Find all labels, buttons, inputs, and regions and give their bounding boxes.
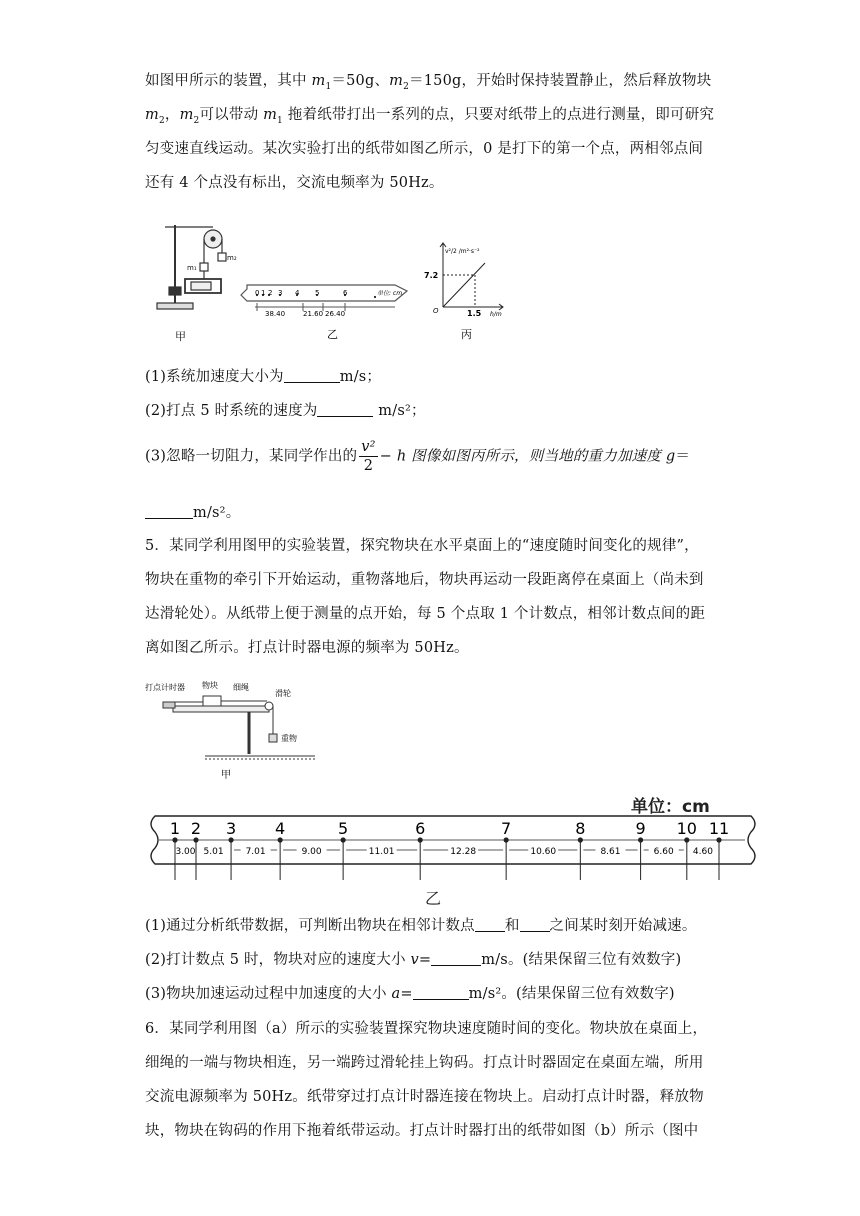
tape-point-dot	[228, 837, 233, 842]
q5-figure-jia	[145, 676, 325, 786]
label-block: 物块	[202, 681, 218, 690]
q4-intro	[145, 70, 720, 206]
q4-question-3: (3)忽略一切阻力，某同学作出的 $\frac{\text{v²}}{2}$ − h 图像如图丙所示，则当地的重力加速度 g＝	[145, 439, 691, 474]
q4-intro-line-3: 匀变速直线运动。某次实验打出的纸带如图乙所示，0 是打下的第一个点，两相邻点间	[145, 141, 704, 157]
graph-ylabel: v²/2 /m²·s⁻²	[445, 248, 480, 255]
q4-intro-line-4: 还有 4 个点没有标出，交流电频率为 50Hz。	[145, 175, 444, 191]
q6-line-2: 细绳的一端与物块相连，另一端跨过滑轮挂上钩码。打点计时器固定在桌面左端，所用	[145, 1055, 704, 1071]
tape-point-label: 5	[338, 819, 349, 838]
tape-point-dot	[278, 837, 283, 842]
answer-blank[interactable]	[520, 917, 550, 932]
tape-point-4: 4	[295, 289, 300, 297]
tape-unit: 单位: cm	[377, 290, 403, 297]
tape-dist-1: 38.40	[265, 310, 286, 318]
tape-dim-label: 5.01	[203, 847, 224, 857]
tape-point-dot	[638, 837, 643, 842]
tape-dim-label: 10.60	[530, 847, 557, 857]
tape-dim-label: 7.01	[245, 847, 266, 857]
q5-question-1: (1)通过分析纸带数据，可判断出物块在相邻计数点 和 之间某时刻开始减速。	[145, 918, 697, 934]
tape-point-label: 4	[275, 819, 286, 838]
tape-point-label: 1	[169, 819, 181, 838]
answer-blank[interactable]	[475, 917, 505, 932]
fig-bing-caption: 丙	[461, 328, 472, 341]
tape-caption: 乙	[425, 889, 442, 908]
q5-line-2: 物块在重物的牵引下开始运动，重物落地后，物块再运动一段距离停在桌面上（尚未到	[145, 572, 704, 588]
tape-point-dot	[684, 837, 689, 842]
tape-point-label: 11	[708, 819, 730, 838]
tape-dist-3: 26.40	[325, 310, 346, 318]
tape-point-dot	[341, 837, 346, 842]
tape-point-dot	[578, 837, 583, 842]
tape-unit-label: 单位：cm	[631, 797, 710, 817]
graph-xlabel: h/m	[490, 311, 502, 318]
label-weight: 重物	[281, 734, 297, 743]
tape-marks	[170, 819, 729, 880]
q4-intro-line-2: $m_2$，$m_2$可以带动 $m_1$ 拖着纸带打出一系列的点，只要对纸带上的点进行测量，即可研究	[145, 107, 715, 126]
graph-origin: O	[433, 307, 439, 315]
tape-dim-label: 6.60	[653, 847, 674, 857]
tape-point-label: 10	[676, 819, 697, 838]
tape-dim-label: 4.60	[692, 847, 713, 857]
tape-point-dot	[418, 837, 423, 842]
q6-line-3: 交流电源频率为 50Hz。纸带穿过打点计时器连接在物块上。启动打点计时器，释放物	[145, 1089, 704, 1105]
tape-point-label: 8	[575, 819, 586, 838]
fig-yi-caption: 乙	[327, 328, 338, 341]
q4-question-2: (2)打点 5 时系统的速度为 m/s²；	[145, 403, 426, 419]
answer-blank[interactable]	[145, 504, 193, 519]
q5-question-3: (3)物块加速运动过程中加速度的大小 a= m/s²。(结果保留三位有效数字)	[145, 986, 675, 1002]
label-pulley: 滑轮	[275, 689, 291, 698]
fig-caption-jia: 甲	[221, 770, 231, 781]
q5-question-2: (2)打计数点 5 时，物块对应的速度大小 v= m/s。(结果保留三位有效数字)	[145, 952, 682, 968]
label-timer: 打点计时器	[145, 683, 185, 692]
tape-point-3: 3	[278, 289, 283, 297]
tape-dist-2: 21.60	[303, 310, 324, 318]
tape-point-label: 3	[225, 819, 237, 838]
q4-intro-line-1: 如图甲所示的装置，其中 $m_1=50g$、$m_2=150g$，开始时保持装置静止，然后释放物块	[145, 73, 712, 92]
graph-yval: 7.2	[424, 271, 439, 280]
q5-line-3: 达滑轮处）。从纸带上便于测量的点开始，每 5 个点取 1 个计数点，相邻计数点间的距	[145, 606, 706, 622]
q4-figures	[145, 215, 545, 345]
tape-point-5: 5	[315, 289, 320, 297]
tape-dim-label: 12.28	[450, 847, 477, 857]
graph-xval: 1.5	[467, 309, 482, 318]
tape-point-label: 2	[190, 819, 202, 838]
tape-point-label: 7	[501, 819, 512, 838]
q6-line-1: 6．某同学利用图（a）所示的实验装置探究物块速度随时间的变化。物块放在桌面上，	[145, 1021, 708, 1037]
tape-point-1: 1	[261, 289, 266, 297]
tape-point-dot	[193, 837, 198, 842]
tape-point-dot	[716, 837, 721, 842]
tape-point-2: 2	[268, 289, 273, 297]
tape-point-dot	[172, 837, 177, 842]
tape-point-label: 6	[415, 819, 426, 838]
q5-figure-yi-tape	[145, 790, 765, 910]
q5-line-4: 离如图乙所示。打点计时器电源的频率为 50Hz。	[145, 640, 469, 656]
tape-point-dot	[504, 837, 509, 842]
fig-jia-m2-label: m₂	[227, 254, 237, 262]
q4-question-1: (1)系统加速度大小为 m/s；	[145, 369, 382, 385]
tape-dim-label: 8.61	[600, 847, 621, 857]
figure-yi-tape	[241, 285, 407, 311]
fig-jia-m1-label: m₁	[187, 264, 197, 272]
v2-over-2-fraction: $\frac{\text{v²}}{2}$	[361, 439, 376, 474]
tape-dim-label: 9.00	[301, 847, 322, 857]
label-rope: 细绳	[233, 683, 249, 692]
answer-blank[interactable]	[431, 951, 481, 966]
q5-line-1: 5．某同学利用图甲的实验装置，探究物块在水平桌面上的“速度随时间变化的规律”，	[145, 538, 699, 554]
answer-blank[interactable]	[413, 985, 469, 1000]
tape-point-label: 9	[635, 819, 646, 838]
tape-dim-label: 3.00	[175, 847, 196, 857]
answer-blank[interactable]	[317, 402, 373, 417]
q6-intro	[145, 1018, 720, 1154]
q6-line-4: 块，物块在钩码的作用下拖着纸带运动。打点计时器打出的纸带如图（b）所示（图中	[145, 1123, 699, 1139]
answer-blank[interactable]	[284, 368, 340, 383]
tape-point-0: 0	[255, 289, 260, 297]
q4-question-3-cont: m/s²。	[145, 502, 720, 524]
q5-intro	[145, 535, 720, 671]
fig-jia-caption: 甲	[175, 330, 186, 343]
tape-point-6: 6	[343, 289, 348, 297]
tape-dim-label: 11.01	[368, 847, 395, 857]
